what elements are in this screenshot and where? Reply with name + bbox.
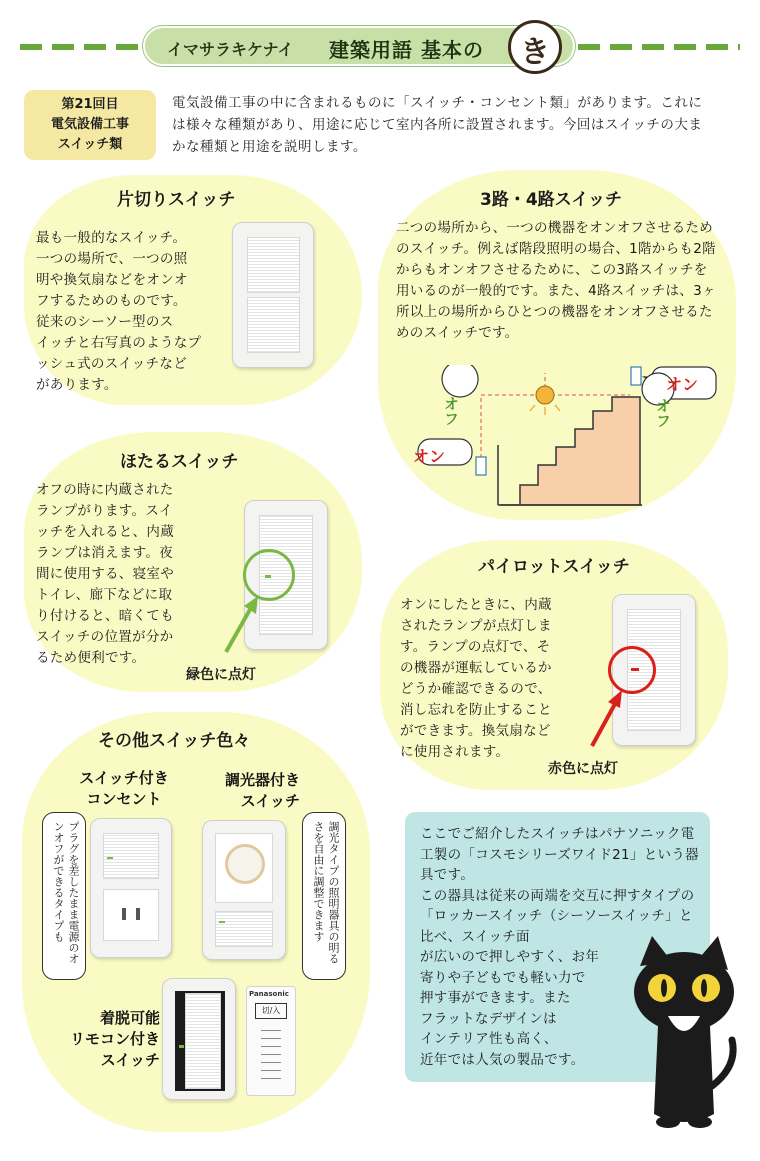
switch-upper-icon (631, 367, 641, 385)
dimmer-label: 調光器付き スイッチ (224, 771, 300, 810)
info-text: ここでご紹介したスイッチはパナソニック電工製の「コスモシリーズワイド21」という器具です。 この器具は従来の両端を交互に押すタイプの「ロッカースイッチ（シーソースイッチ」と比べ、スイッチ面 が広いので押しやすく、お年 寄りや子どもでも軽い力で 押す事ができます。また フラットなデザインは インテリア性も高く、 近年では人気の製品です。 (420, 826, 699, 1068)
episode-tag (24, 90, 156, 160)
ki-mark-icon: き (508, 20, 562, 74)
dimmer-face (215, 833, 273, 903)
outlet-slot-right (136, 908, 140, 920)
episode-number: 第21回目 (61, 97, 119, 112)
single-switch-upper (247, 237, 300, 293)
pilot-arrow (588, 690, 628, 750)
section-threeway-title: 3路・4路スイッチ (480, 190, 622, 210)
remote-switch-face (185, 993, 221, 1089)
cat-mascot-icon (628, 936, 740, 1134)
section-firefly-text: オフの時に内蔵された ランプがります。スイ ッチを入れると、内蔵 ランプは消えます。夜 間に使用する、寝室や トイレ、廊下などに取 り付けると、暗くても スイッチの位置が分か るため便利です。 (36, 482, 174, 666)
light-rays (530, 405, 560, 415)
page-title: 建築用語 基本の (329, 38, 484, 62)
dimmer-lamp (219, 921, 225, 923)
staircase (500, 397, 640, 505)
outlet-label: スイッチ付き コンセント (79, 769, 169, 808)
outlet-receptacle (103, 889, 159, 941)
single-switch-image (232, 222, 314, 368)
section-pilot-title: パイロットスイッチ (478, 557, 630, 577)
section-single-title: 片切りスイッチ (117, 190, 236, 210)
firefly-highlight-circle (243, 549, 295, 601)
dimmer-note-bubble: 調光タイプの照明器具の明るさを自由に調整できます (302, 812, 346, 980)
switch-lower-icon (476, 457, 486, 475)
dimmer-switch-image (202, 820, 286, 960)
remote-brand: Panasonic (249, 990, 289, 998)
on-top-label: オン (666, 375, 699, 394)
firefly-arrow (222, 596, 262, 656)
remote-switch-image (162, 978, 236, 1100)
remote-label: 着脱可能 リモコン付き スイッチ (69, 1009, 160, 1069)
intro-text: 電気設備工事の中に含まれるものに「スイッチ・コンセント類」があります。これには様々な種類があり、用途に応じて室内各所に設置されます。今回はスイッチの大まかな種類と用途を説明します。 (172, 95, 703, 155)
remote-lamp (179, 1045, 184, 1048)
section-firefly-title: ほたるスイッチ (120, 452, 239, 472)
remote-button: 切/入 (255, 1003, 287, 1019)
pilot-caption: 赤色に点灯 (548, 761, 618, 777)
off-bottom-label: オフ (442, 396, 460, 426)
ceiling-light-icon (536, 386, 554, 404)
header-dash-right (578, 44, 740, 50)
dimmer-switch-face (215, 911, 273, 947)
dimmer-knob-icon (225, 844, 265, 884)
firefly-caption: 緑色に点灯 (186, 667, 256, 683)
outlet-note-bubble: プラグを差したまま電源のオンオフができるタイプも (42, 812, 86, 980)
series-name: イマサラキケナイ (167, 40, 294, 59)
single-switch-lower (247, 297, 300, 353)
bubble-off-bottom (442, 365, 478, 397)
remote-control-image (246, 986, 296, 1096)
pilot-highlight-circle (608, 646, 656, 694)
outlet-switch-face (103, 833, 159, 879)
outlet-lamp (107, 857, 113, 859)
remote-keys (261, 1027, 281, 1079)
section-single-text: 最も一般的なスイッチ。 一つの場所で、一つの照 明や換気扇などをオンオ フするためのものです。 従来のシーソー型のス イッチと右写真のようなプ ッシュ式のスイッチなど があります。 (36, 230, 202, 393)
outlet-slot-left (122, 908, 126, 920)
episode-category: 電気設備工事 (50, 117, 129, 132)
off-top-label: オフ (654, 398, 672, 428)
episode-topic: スイッチ類 (57, 137, 123, 152)
section-threeway-text: 二つの場所から、一つの機器をオンオフさせるためのスイッチ。例えば階段照明の場合、1階からも2階からもオンオフさせるために、この3路スイッチを用いるのが一般的です。また、4路スイッチは、3ヶ所以上の場所からひとつの機器をオンオフさせるためのスイッチです。 (396, 220, 716, 341)
header-dash-left (20, 44, 140, 50)
outlet-switch-image (90, 818, 172, 958)
section-pilot-text: オンにしたときに、内蔵 されたランプが点灯しま す。ランプの点灯で、そ の機器が運転しているか どうか確認できるので、 消し忘れを防止すること ができます。換気扇など に使用されます。 (400, 597, 552, 760)
section-others-title: その他スイッチ色々 (98, 731, 251, 751)
on-bottom-label: オン (413, 447, 446, 466)
